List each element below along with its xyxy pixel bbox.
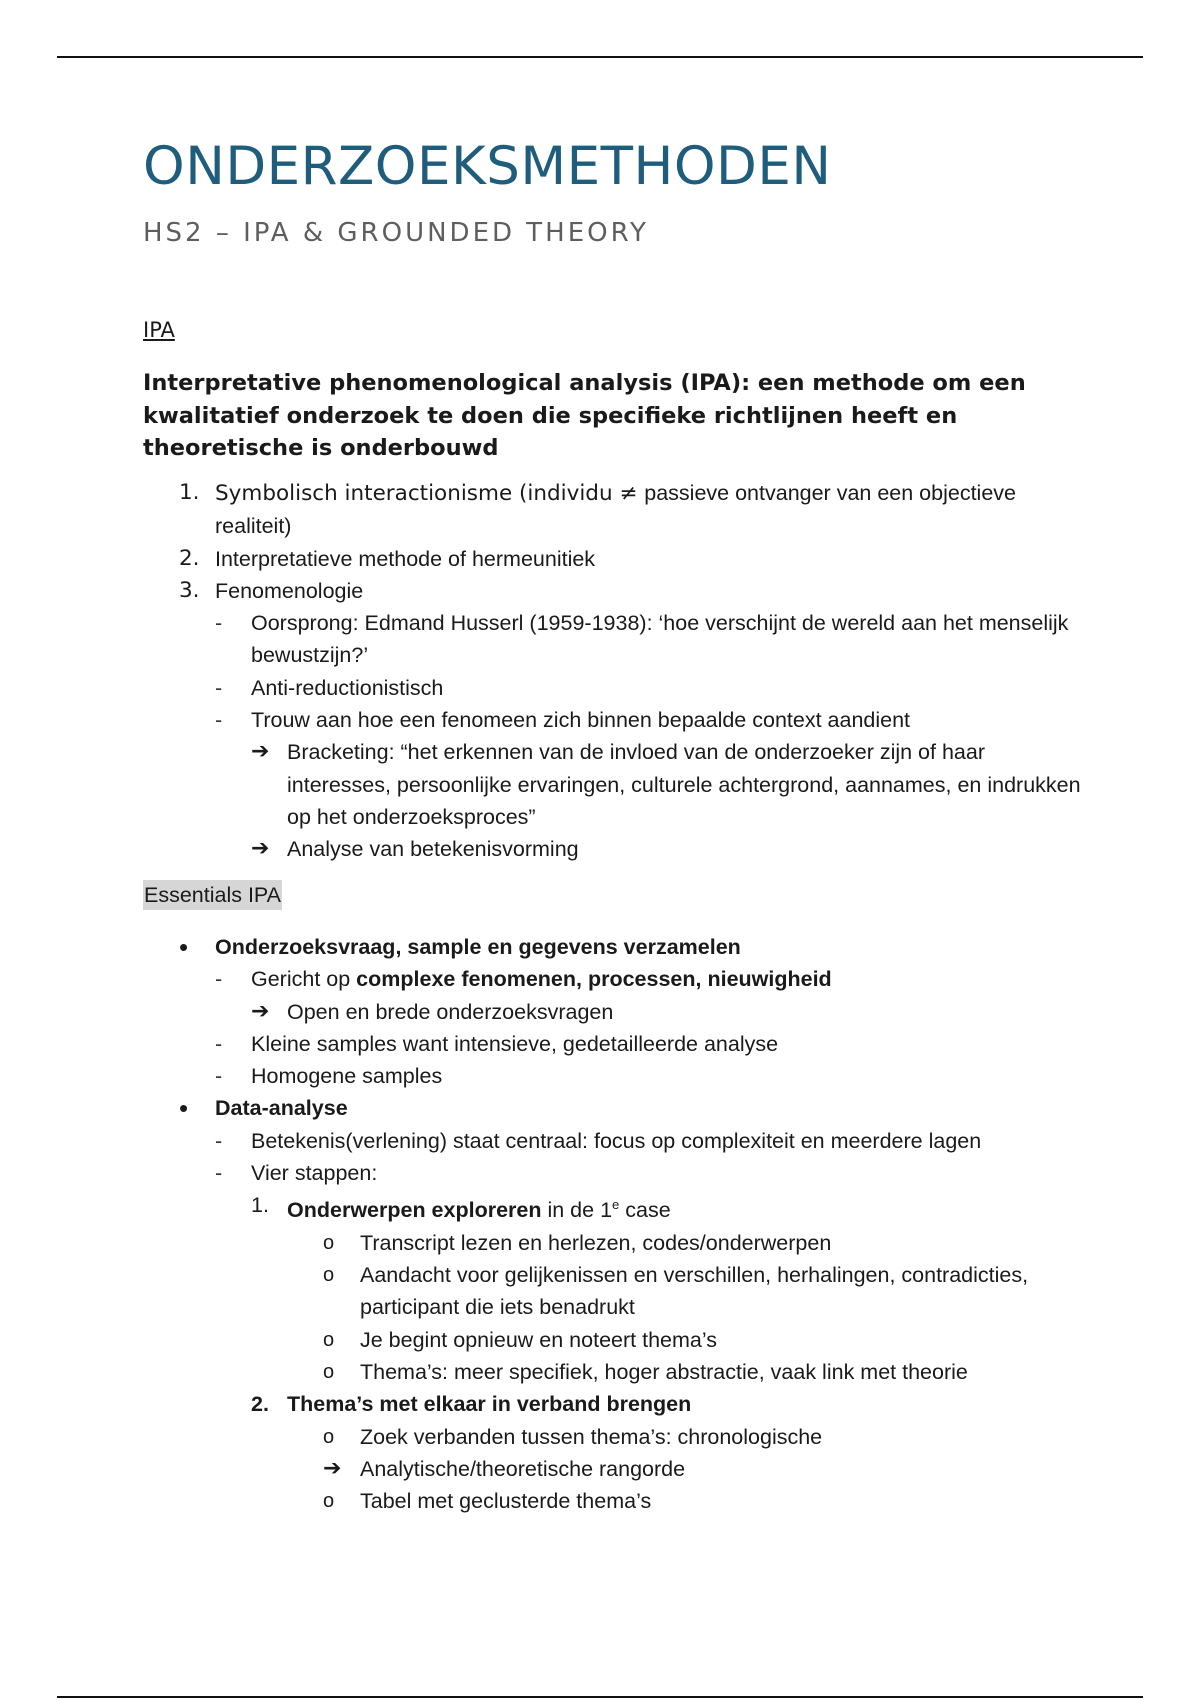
- list-item: [143, 575, 1083, 607]
- list-item-text: Open en brede onderzoeksvragen: [287, 999, 614, 1024]
- list-number: 2.: [251, 1392, 269, 1417]
- list-item: [143, 931, 1083, 963]
- list-item-text: Onderzoeksvraag, sample en gegevens verzamelen: [215, 935, 741, 959]
- list-number: 2.: [179, 545, 200, 571]
- list-item: [143, 1092, 1083, 1124]
- list-item-text: in de 1: [541, 1198, 613, 1223]
- dash-marker: -: [215, 611, 223, 636]
- list-item: [143, 1356, 1083, 1388]
- list-item-text: Gericht op: [251, 967, 357, 992]
- arrow-right-icon: ➔: [323, 1455, 342, 1481]
- list-item-text: Tabel met geclusterde thema’s: [360, 1489, 652, 1514]
- list-item-text: Je begint opnieuw en noteert thema’s: [360, 1327, 717, 1352]
- list-item-text: Oorsprong: Edmand Husserl (1959-1938): ‘hoe verschijnt de wereld aan het menselijk bewustzijn?’: [251, 611, 1069, 668]
- header-rule: [57, 56, 1143, 58]
- dash-marker: -: [215, 1064, 223, 1089]
- list-item-text: Thema’s: meer specifiek, hoger abstractie, vaak link met theorie: [360, 1360, 968, 1385]
- list-item-text: Zoek verbanden tussen thema’s: chronologische: [360, 1424, 823, 1449]
- list-item: [143, 833, 1083, 865]
- list-item: [143, 607, 1083, 672]
- list-item: [143, 1324, 1083, 1356]
- circle-marker: o: [323, 1361, 335, 1384]
- list-item: [143, 672, 1083, 704]
- dash-marker: -: [215, 1128, 223, 1153]
- list-item: [143, 1485, 1083, 1517]
- list-item-text: Trouw aan hoe een fenomeen zich binnen bepaalde context aandient: [251, 708, 911, 733]
- list-item-text: Anti-reductionistisch: [251, 675, 444, 700]
- list-item-text: Transcript lezen en herlezen, codes/onderwerpen: [360, 1230, 832, 1255]
- list-item: [143, 1227, 1083, 1259]
- list-item: [143, 1388, 1083, 1420]
- list-item: [143, 1453, 1083, 1485]
- step-title: Thema’s met elkaar in verband brengen: [287, 1392, 692, 1417]
- list-number: 3.: [179, 577, 200, 603]
- section-heading-ipa: IPA: [143, 318, 175, 342]
- circle-marker: o: [323, 1231, 335, 1254]
- bullet-marker: •: [179, 932, 189, 962]
- list-item-text: Betekenis(verlening) staat centraal: focus op complexiteit en meerdere lagen: [251, 1128, 982, 1153]
- list-item: [143, 1421, 1083, 1453]
- circle-marker: o: [323, 1425, 335, 1448]
- step-title: Onderwerpen exploreren: [287, 1198, 542, 1223]
- list-item: [143, 1189, 1083, 1226]
- list-number: 1.: [179, 480, 200, 505]
- dash-marker: -: [215, 675, 223, 700]
- list-item: [143, 963, 1083, 995]
- bullet-marker: •: [179, 1093, 189, 1124]
- list-item: [143, 1125, 1083, 1157]
- list-item-text: Fenomenologie: [215, 578, 364, 603]
- arrow-right-icon: ➔: [251, 998, 270, 1024]
- list-item: [143, 1060, 1083, 1092]
- dash-marker: -: [215, 708, 223, 733]
- list-item-text: Homogene samples: [251, 1064, 443, 1089]
- list-item: [143, 996, 1083, 1028]
- list-number: 1.: [251, 1193, 269, 1218]
- essentials-heading: Essentials IPA: [143, 880, 282, 910]
- list-item-text: Bracketing: “het erkennen van de invloed van de onderzoeker zijn of haar interesses, persoonlijke ervaringen, culturele achtergrond, aannames, en indrukken op het onderzoeksproces”: [287, 740, 1081, 829]
- list-item-emphasis: complexe fenomenen, processen, nieuwigheid: [356, 967, 832, 992]
- circle-marker: o: [323, 1264, 335, 1287]
- list-item: [143, 1259, 1083, 1324]
- superscript: e: [612, 1197, 620, 1213]
- list-item: [143, 736, 1083, 833]
- arrow-right-icon: ➔: [251, 739, 270, 765]
- ipa-numbered-list: [143, 477, 1083, 866]
- dash-marker: -: [215, 1161, 223, 1186]
- list-item-text: Aandacht voor gelijkenissen en verschillen, herhalingen, contradicties, participant die iets benadrukt: [360, 1263, 1029, 1320]
- footer-rule: [57, 1696, 1143, 1698]
- list-item-text: Vier stappen:: [251, 1161, 378, 1186]
- essentials-list: [143, 931, 1083, 1518]
- list-item-text: Symbolisch interactionisme (individu ≠: [215, 481, 645, 506]
- list-item-text: passieve ontvanger van een objectieve realiteit): [215, 481, 1016, 539]
- circle-marker: o: [323, 1490, 335, 1513]
- list-item: [143, 477, 1083, 543]
- list-item-text: Data-analyse: [215, 1096, 348, 1121]
- document-title: ONDERZOEKSMETHODEN: [143, 136, 832, 197]
- dash-marker: -: [215, 967, 223, 992]
- circle-marker: o: [323, 1328, 335, 1351]
- arrow-right-icon: ➔: [251, 836, 270, 862]
- list-item-text: Kleine samples want intensieve, gedetailleerde analyse: [251, 1031, 779, 1056]
- list-item: [143, 1028, 1083, 1060]
- list-item-text: Analytische/theoretische rangorde: [360, 1456, 686, 1481]
- list-item-text: case: [619, 1198, 671, 1223]
- list-item: [143, 1157, 1083, 1189]
- list-item: [143, 543, 1083, 575]
- list-item-text: Analyse van betekenisvorming: [287, 837, 579, 862]
- list-item: [143, 704, 1083, 736]
- document-subtitle: HS2 – IPA & GROUNDED THEORY: [143, 218, 649, 248]
- list-item-text: Interpretatieve methode of hermeunitiek: [215, 546, 596, 571]
- ipa-definition: Interpretative phenomenological analysis (IPA): een methode om een kwalitatief onderzoek te doen die specifieke richtlijnen heeft en theoretische is onderbouwd: [143, 370, 1026, 461]
- dash-marker: -: [215, 1031, 223, 1056]
